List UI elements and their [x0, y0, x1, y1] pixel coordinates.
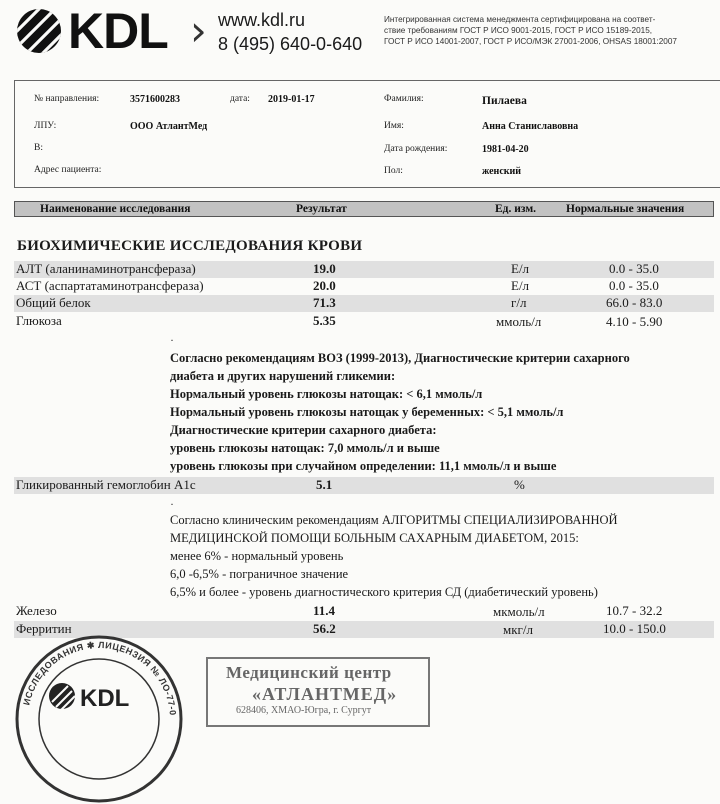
v-label: В: [34, 143, 43, 153]
glucose-note-line: Диагностические критерии сахарного диабета: [170, 423, 437, 437]
hba1c-note-line: 6,0 -6,5% - пограничное значение [170, 567, 349, 581]
test-name: Железо [16, 603, 57, 618]
hba1c-note-line: Согласно клиническим рекомендациям АЛГОРИТМЫ СПЕЦИАЛИЗИРОВАННОЙ [170, 513, 618, 527]
website-link[interactable]: www.kdl.ru [218, 10, 306, 30]
test-range: 0.0 - 35.0 [609, 278, 659, 293]
patient-info-box [14, 80, 720, 188]
hba1c-note-line: менее 6% - нормальный уровень [170, 549, 344, 563]
stamp-logo-text: KDL [80, 685, 130, 712]
chevron-right-icon: › [190, 6, 207, 55]
test-result: 20.0 [313, 278, 336, 293]
note-marker: · [170, 333, 174, 347]
column-header-result: Результат [296, 203, 347, 215]
date-label: дата: [230, 94, 250, 104]
test-result: 5.35 [313, 313, 336, 328]
glucose-note-line: уровень глюкозы натощак: 7,0 ммоль/л и выше [170, 441, 440, 455]
stamp-logo-icon [49, 683, 75, 710]
test-range: 10.0 - 150.0 [603, 621, 666, 636]
test-result: 11.4 [313, 603, 336, 618]
dob-label: Дата рождения: [384, 144, 448, 154]
referral-date: 2019-01-17 [268, 94, 315, 105]
test-range: 66.0 - 83.0 [606, 295, 663, 310]
test-result: 19.0 [313, 261, 336, 276]
glucose-note-line: Нормальный уровень глюкозы натощак: < 6,1 ммоль/л [170, 387, 483, 401]
surname-value: Пилаева [482, 95, 527, 107]
test-range: 0.0 - 35.0 [609, 261, 659, 276]
lpu-value: ООО АтлантМед [130, 121, 208, 132]
test-result: 71.3 [313, 295, 336, 310]
column-header-range: Нормальные значения [566, 203, 685, 215]
glucose-note-line: диабета и других нарушений гликемии: [170, 369, 396, 383]
address-label: Адрес пациента: [34, 165, 102, 175]
sex-value: женский [482, 166, 522, 177]
test-unit: % [514, 477, 525, 492]
column-header-test: Наименование исследования [40, 203, 191, 215]
round-stamp [14, 634, 184, 804]
glucose-note-line: Согласно рекомендациям ВОЗ (1999-2013), Диагностические критерии сахарного [170, 351, 630, 365]
test-result: 56.2 [313, 621, 336, 636]
test-unit: мкмоль/л [493, 604, 545, 619]
hba1c-note-line: 6,5% и более - уровень диагностического критерия СД (диабетический уровень) [170, 585, 598, 599]
test-range: 4.10 - 5.90 [606, 314, 663, 329]
glucose-note-line: Нормальный уровень глюкозы натощак у беременных: < 5,1 ммоль/л [170, 405, 564, 419]
kdl-logo-icon [16, 8, 62, 54]
hba1c-note-line: МЕДИЦИНСКОЙ ПОМОЩИ БОЛЬНЫМ САХАРНЫМ ДИАБЕТОМ, 2015: [170, 531, 579, 545]
clinic-stamp-line2: «АТЛАНТМЕД» [252, 684, 398, 704]
test-name: Гликированный гемоглобин A1c [16, 477, 196, 492]
test-range: 10.7 - 32.2 [606, 603, 663, 618]
name-value: Анна Станиславовна [482, 121, 579, 132]
dob-value: 1981-04-20 [482, 144, 529, 155]
test-unit: ммоль/л [496, 314, 542, 329]
test-result: 5.1 [316, 477, 333, 492]
certification-text: Интегрированная система менеджмента сертифицирована на соответ- ствие требованиям ГОСТ Р ИСО 9001-2015, ГОСТ Р ИСО 15189-2015, ГОСТ Р ИСО 14001-2007, ГОСТ Р ИСО/МЭК 27001-2006, OHSAS 18001:2007 [384, 15, 677, 46]
test-name: Ферритин [16, 621, 72, 636]
test-name: АСТ (аспартатаминотрансфераза) [16, 278, 204, 293]
test-name: Глюкоза [16, 313, 62, 328]
clinic-stamp-line1: Медицинский центр [226, 663, 392, 682]
test-name: Общий белок [16, 295, 91, 310]
name-label: Имя: [384, 121, 404, 131]
referral-label: № направления: [34, 94, 100, 104]
glucose-note-line: уровень глюкозы при случайном определении: 11,1 ммоль/л и выше [170, 459, 557, 473]
kdl-logo-text: KDL [68, 3, 168, 59]
test-name: АЛТ (аланинаминотрансфераза) [16, 261, 196, 276]
column-header-unit: Ед. изм. [495, 203, 537, 215]
test-unit: Е/л [511, 278, 530, 293]
lpu-label: ЛПУ: [34, 121, 57, 131]
stamp-ring-text: ИССЛЕДОВАНИЯ ✱ ЛИЦЕНЗИЯ № ЛО-77-0 [21, 639, 178, 716]
clinic-stamp-line3: 628406, ХМАО-Югра, г. Сургут [236, 705, 372, 716]
note-marker: · [170, 497, 174, 511]
test-unit: г/л [511, 295, 527, 310]
surname-label: Фамилия: [384, 94, 424, 104]
section-title: БИОХИМИЧЕСКИЕ ИССЛЕДОВАНИЯ КРОВИ [17, 238, 363, 254]
test-unit: мкг/л [503, 622, 533, 637]
sex-label: Пол: [384, 166, 403, 176]
phone-number: 8 (495) 640-0-640 [218, 34, 363, 54]
test-unit: Е/л [511, 261, 530, 276]
referral-number: 3571600283 [130, 94, 180, 105]
